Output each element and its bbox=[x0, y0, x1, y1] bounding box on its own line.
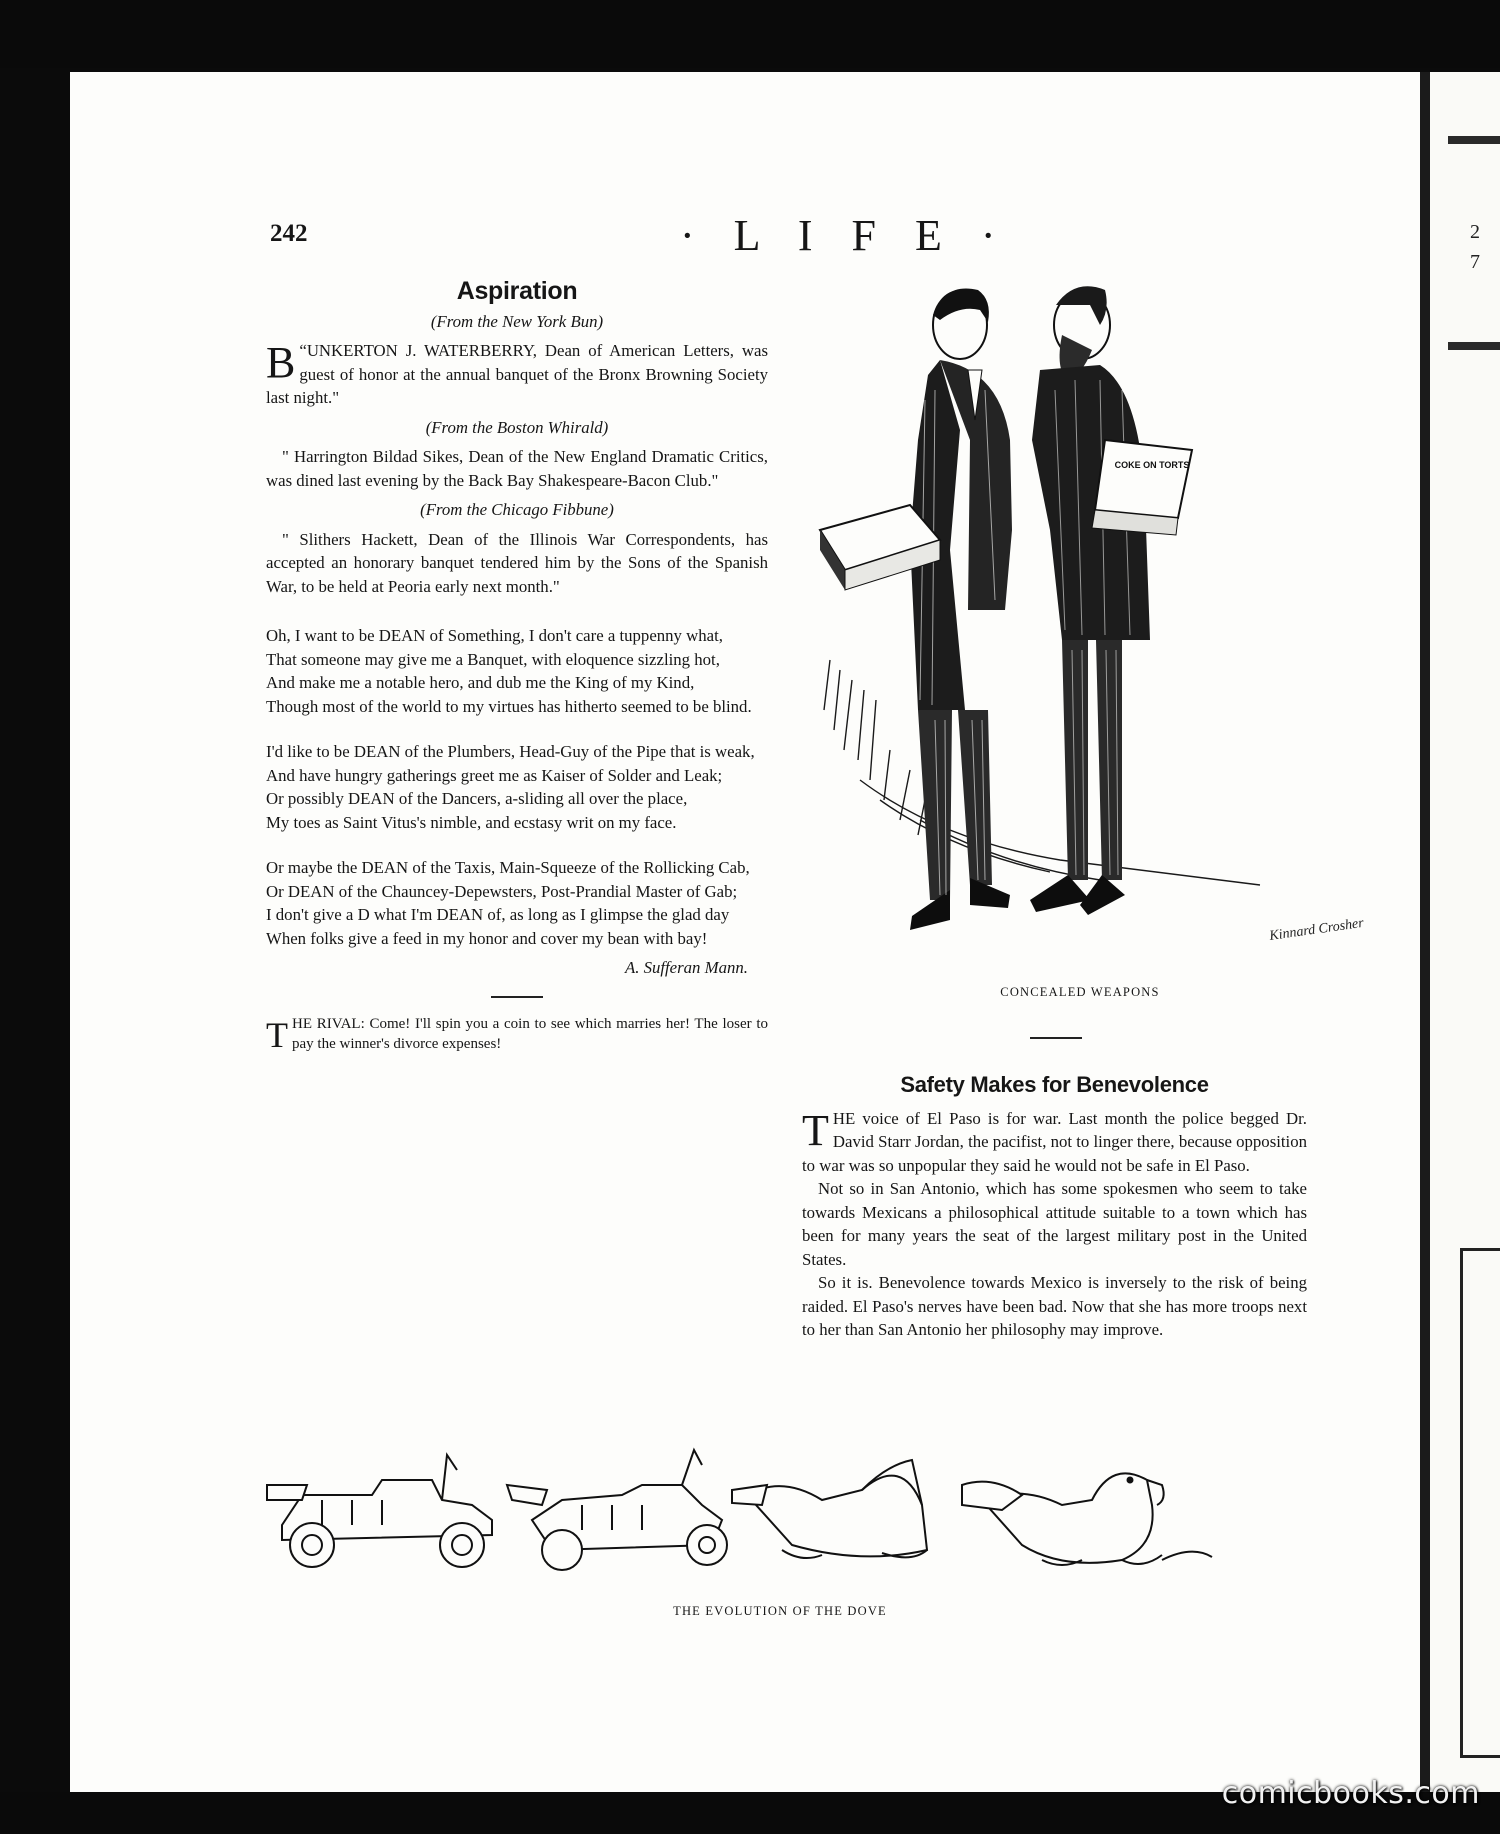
verse-line: And make me a notable hero, and dub me the King of my Kind, bbox=[266, 673, 695, 692]
stanza bbox=[266, 624, 768, 718]
cartoon-caption: CONCEALED WEAPONS bbox=[1000, 985, 1160, 999]
article-title: Safety Makes for Benevolence bbox=[900, 1072, 1209, 1097]
dove-panel bbox=[962, 1473, 1212, 1565]
drop-cap: B bbox=[266, 338, 296, 387]
book-right-label: COKE ON TORTS bbox=[1114, 460, 1190, 470]
adjacent-page-edge bbox=[1430, 72, 1500, 1792]
adjacent-page-box bbox=[1460, 1248, 1500, 1758]
news-item: “ B UNKERTON J. WATERBERRY, Dean of American Letters, was guest of honor at the annual banquet of the Bronx Browning Society last night." bbox=[266, 338, 768, 407]
verse-line: Or DEAN of the Chauncey-Depewsters, Post-Prandial Master of Gab; bbox=[266, 881, 738, 901]
rule-fragment bbox=[1448, 136, 1500, 144]
drop-cap: T bbox=[266, 1014, 288, 1055]
section-divider bbox=[491, 996, 543, 998]
ground-hatching bbox=[824, 660, 1260, 885]
car-panel-1 bbox=[267, 1455, 492, 1567]
stanza bbox=[266, 740, 768, 834]
rival-joke: THE RIVAL: Come! I'll spin you a coin to see which marries her! The loser to pay the winner's divorce expenses! bbox=[266, 1014, 768, 1055]
masthead: · L I F E · bbox=[680, 211, 1010, 260]
right-man-figure bbox=[1030, 286, 1150, 915]
rule-fragment bbox=[1448, 342, 1500, 350]
verse-line: My toes as Saint Vitus's nimble, and ecstasy writ on my face. bbox=[266, 812, 677, 832]
verse-line: Or maybe the DEAN of the Taxis, Main-Squeeze of the Rollicking Cab, bbox=[266, 858, 750, 877]
cartoon-divider bbox=[1030, 1037, 1082, 1039]
page-gutter bbox=[1420, 72, 1430, 1792]
adjacent-page-fragment: 7 bbox=[1470, 251, 1480, 273]
verse-line: I don't give a D what I'm DEAN of, as long as I glimpse the glad day bbox=[266, 905, 730, 924]
page-number: 242 bbox=[270, 220, 308, 247]
article-paragraph: So it is. Benevolence towards Mexico is inversely to the risk of being raided. El Paso's nerves have been bad. Now that she has more troops next to her than San Antonio her philosophy may improve. bbox=[802, 1273, 1307, 1339]
source-line: (From the Boston Whirald) bbox=[425, 417, 609, 437]
author-signature: A. Sufferan Mann. bbox=[624, 958, 748, 977]
book-right bbox=[1092, 440, 1192, 535]
article-paragraph: THE voice of El Paso is for war. Last month the police begged Dr. David Starr Jordan, the pacifist, not to linger there, because opposition to war was so unpopular they said he would not be safe in El Paso. bbox=[802, 1105, 1307, 1175]
strip-caption: THE EVOLUTION OF THE DOVE bbox=[673, 1604, 887, 1618]
verse-line: I'd like to be DEAN of the Plumbers, Head-Guy of the Pipe that is weak, bbox=[266, 742, 755, 761]
opening-quote: “ bbox=[299, 341, 307, 360]
news-item: " Harrington Bildad Sikes, Dean of the New England Dramatic Critics, was dined last evening by the Back Bay Shakespeare-Bacon Club." bbox=[266, 447, 768, 490]
watermark: comicbooks.com bbox=[1221, 1776, 1480, 1811]
car-panel-2 bbox=[507, 1450, 727, 1570]
dove-transition-panel bbox=[732, 1460, 927, 1558]
stanza bbox=[266, 856, 768, 950]
verse-line: Or possibly DEAN of the Dancers, a-sliding all over the place, bbox=[266, 789, 688, 808]
concealed-weapons-illustration bbox=[800, 280, 1370, 970]
verse-line: And have hungry gatherings greet me as Kaiser of Solder and Leak; bbox=[266, 765, 723, 785]
safety-article bbox=[802, 1073, 1307, 1342]
aspiration-article bbox=[266, 277, 768, 1055]
article-title: Aspiration bbox=[456, 277, 578, 305]
verse-line: When folks give a feed in my honor and cover my bean with bay! bbox=[266, 928, 708, 948]
article-paragraph: Not so in San Antonio, which has some spokesmen who seem to take towards Mexicans a philosophical attitude suitable to a town which has been for many years the seat of the largest military post in the United States. bbox=[802, 1179, 1307, 1269]
source-line: (From the New York Bun) bbox=[430, 311, 604, 331]
artist-signature: Kinnard Crosher bbox=[1268, 915, 1365, 944]
adjacent-page-fragment: 2 bbox=[1470, 221, 1480, 243]
poem bbox=[266, 624, 768, 980]
verse-line: That someone may give me a Banquet, with eloquence sizzling hot, bbox=[266, 649, 720, 669]
news-item: " Slithers Hackett, Dean of the Illinois War Correspondents, has accepted an honorary banquet tendered him by the Sons of the Spanish War, to be held at Peoria early next month." bbox=[266, 529, 768, 596]
drop-cap: T bbox=[802, 1105, 829, 1155]
verse-line: Oh, I want to be DEAN of Something, I don't care a tuppenny what, bbox=[266, 626, 723, 645]
source-line: (From the Chicago Fibbune) bbox=[420, 500, 614, 519]
evolution-of-the-dove-strip bbox=[262, 1445, 1312, 1580]
scan-top-border bbox=[0, 0, 1500, 68]
verse-line: Though most of the world to my virtues has hitherto seemed to be blind. bbox=[266, 696, 752, 716]
